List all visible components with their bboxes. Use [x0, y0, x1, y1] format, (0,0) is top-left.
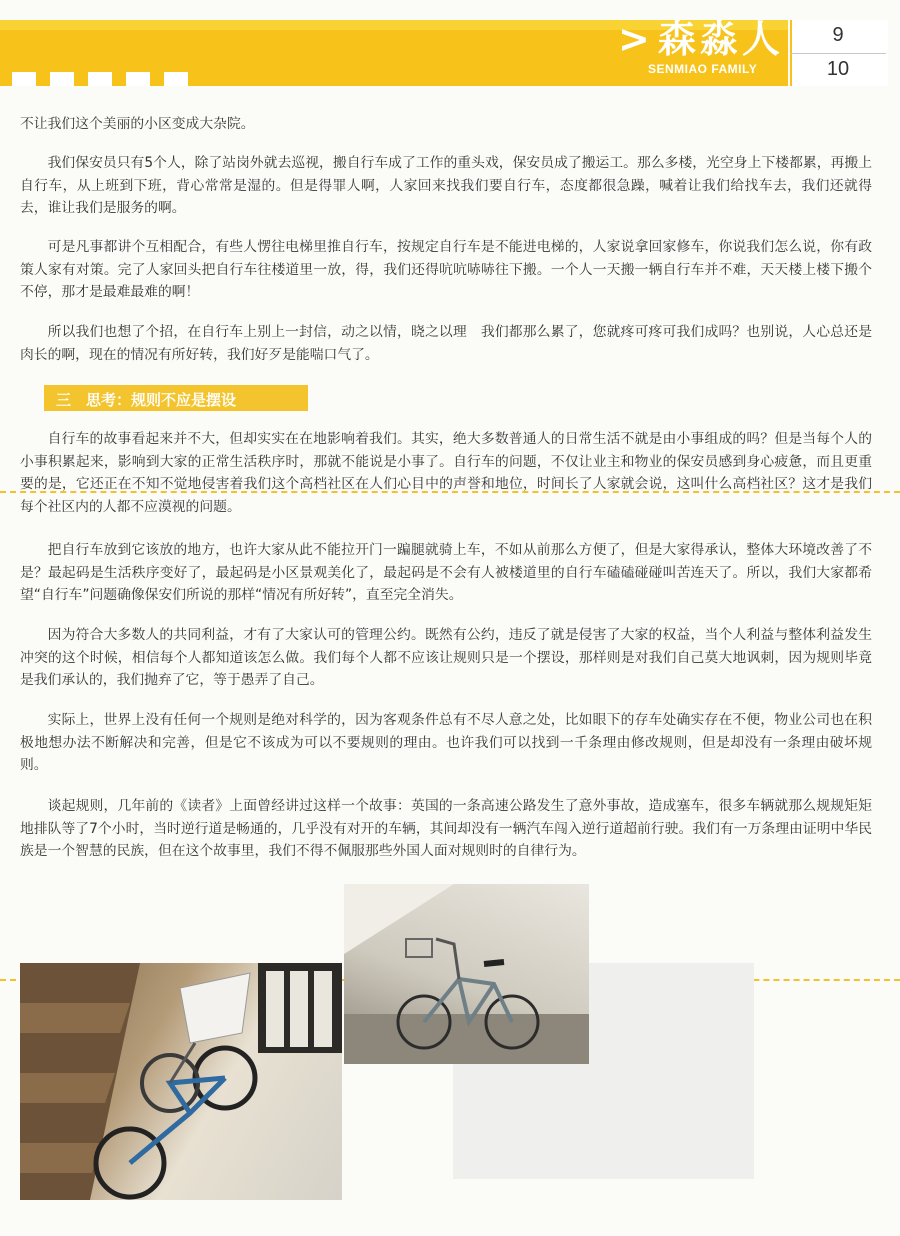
paragraph: 自行车的故事看起来并不大，但却实实在在地影响着我们。其实，绝大多数普通人的日常生活不就是由小事组成的吗？但是当每个人的小事积累起来，影响到大家的正常生活秩序时，那就不能说是小事了。自行车的问题，不仅让业主和物业的保安员感到身心疲惫，而且更重要的是，它还正在不知不觉地侵害着我们这个高档社区在人们心目中的声誉和地位，时间长了人家就会说，这叫什么高档社区？这才是我们每个社区内的人都不应漠视的问题。 — [20, 431, 872, 515]
paragraph: 所以我们也想了个招，在自行车上别上一封信，动之以情，晓之以理 我们都那么累了，您就疼可疼可我们成吗？也别说，人心总还是肉长的啊，现在的情况有所好转，我们好歹是能喘口气了。 — [20, 324, 872, 363]
paragraph: 不让我们这个美丽的小区变成大杂院。 — [20, 116, 255, 132]
brand-logo — [618, 16, 784, 62]
bicycle-in-stairwell-photo — [344, 884, 589, 1064]
page-number-right: 10 — [826, 58, 850, 80]
section-heading: 三 思考：规则不应是摆设 — [56, 391, 237, 409]
paragraph: 实际上，世界上没有任何一个规则是绝对科学的，因为客观条件总有不尽人意之处，比如眼下的存车处确实存在不便，物业公司也在积极地想办法不断解决和完善，但是它不该成为可以不要规则的理由。也许我们可以找到一千条理由修改规则，但是却没有一条理由破坏规则。 — [20, 712, 872, 774]
paragraph: 谈起规则，几年前的《读者》上面曾经讲过这样一个故事：英国的一条高速公路发生了意外事故，造成塞车，很多车辆就那么规规矩矩地排队等了7个小时，当时逆行道是畅通的，几乎没有对开的车辆，其间却没有一辆汽车闯入逆行道超前行驶。我们有一万条理由证明中华民族是一个智慧的民族，但在这个故事里，我们不得不佩服那些外国人面对规则时的自律行为。 — [20, 798, 872, 860]
bicycle-photo-illustration — [344, 884, 589, 1064]
brand-name-cn: 森淼人 — [657, 17, 784, 61]
bicycles-under-stairs-photo — [20, 963, 342, 1200]
page-number-divider — [790, 53, 886, 54]
brand-name-en: SENMIAO FAMILY — [648, 62, 758, 76]
paragraph: 把自行车放到它该放的地方，也许大家从此不能拉开门一蹁腿就骑上车，不如从前那么方便了，但是大家得承认，整体大环境改善了不是？最起码是生活秩序变好了，最起码是小区景观美化了，最起码是不会有人被楼道里的自行车磕磕碰碰叫苦连天了。所以，我们大家都希望“自行车”问题确像保安们所说的那样“情况有所好转”，直至完全消失。 — [20, 542, 872, 604]
page-number-left: 9 — [832, 24, 844, 46]
header-checker-decoration — [12, 66, 212, 86]
chevron-right-icon: > — [618, 17, 650, 61]
paragraph: 我们保安员只有5个人，除了站岗外就去巡视，搬自行车成了工作的重头戏，保安员成了搬运工。那么多楼，光空身上下楼都累，再搬上自行车，从上班到下班，背心常常是湿的。但是得罪人啊，人家回来找我们要自行车，态度都很急躁，喊着让我们给找车去，我们还就得去，谁让我们是服务的啊。 — [20, 155, 872, 217]
bicycle-photo-illustration — [20, 963, 342, 1200]
paragraph: 因为符合大多数人的共同利益，才有了大家认可的管理公约。既然有公约，违反了就是侵害了大家的权益，当个人利益与整体利益发生冲突的这个时候，相信每个人都知道该怎么做。我们每个人都不应该让规则只是一个摆设，那样则是对我们自己莫大地讽刺，因为规则毕竟是我们承认的，我们抛弃了它，等于愚弄了自己。 — [20, 627, 872, 689]
paragraph: 可是凡事都讲个互相配合，有些人愣往电梯里推自行车，按规定自行车是不能进电梯的，人家说拿回家修车，你说我们怎么说，你有政策人家有对策。完了人家回头把自行车往楼道里一放，得，我们还得吭吭哧哧往下搬。一个人一天搬一辆自行车并不难，天天楼上楼下搬个不停，那才是最难最难的啊！ — [20, 239, 872, 301]
